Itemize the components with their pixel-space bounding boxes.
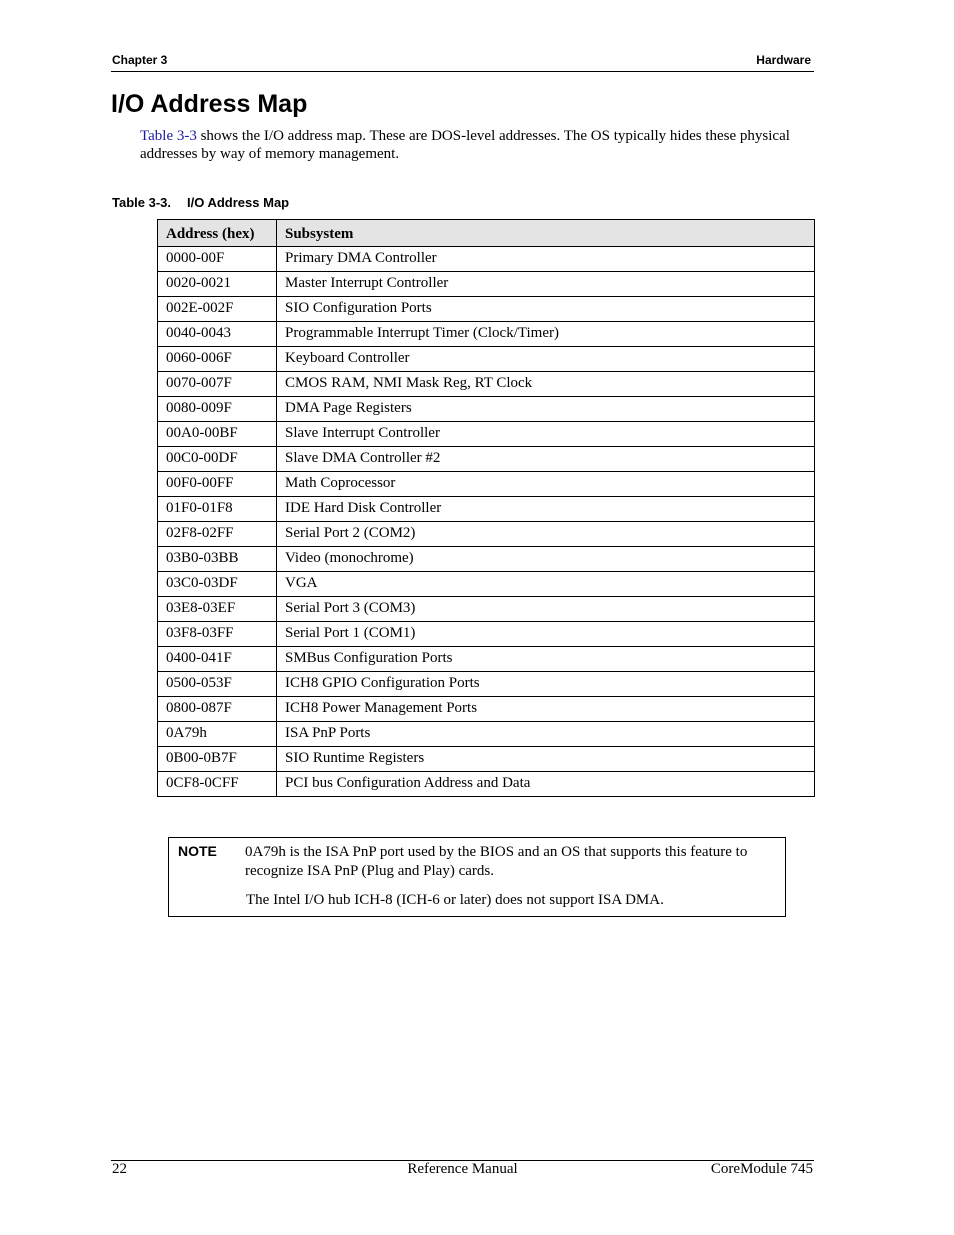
- address-cell: 0400-041F: [158, 647, 277, 672]
- table-row: [158, 247, 815, 272]
- table-row: [158, 722, 815, 747]
- io-address-table: [157, 219, 815, 797]
- table-row: [158, 322, 815, 347]
- subsystem-cell: DMA Page Registers: [277, 397, 815, 422]
- table-row: [158, 597, 815, 622]
- subsystem-cell: SIO Runtime Registers: [277, 747, 815, 772]
- subsystem-cell: ICH8 GPIO Configuration Ports: [277, 672, 815, 697]
- subsystem-cell: Slave DMA Controller #2: [277, 447, 815, 472]
- table-row: [158, 522, 815, 547]
- subsystem-cell: ISA PnP Ports: [277, 722, 815, 747]
- subsystem-cell: Serial Port 3 (COM3): [277, 597, 815, 622]
- table-row: [158, 647, 815, 672]
- address-cell: 03E8-03EF: [158, 597, 277, 622]
- table-row: [158, 747, 815, 772]
- address-cell: 0B00-0B7F: [158, 747, 277, 772]
- address-cell: 0500-053F: [158, 672, 277, 697]
- table-row: [158, 547, 815, 572]
- address-cell: 0080-009F: [158, 397, 277, 422]
- column-header-address: Address (hex): [158, 220, 277, 247]
- table-row: [158, 472, 815, 497]
- note-paragraph: The Intel I/O hub ICH-8 (ICH-6 or later) does not support ISA DMA.: [246, 892, 664, 908]
- page-number: 22: [112, 1161, 127, 1177]
- table-row: [158, 497, 815, 522]
- subsystem-cell: Master Interrupt Controller: [277, 272, 815, 297]
- address-cell: 0A79h: [158, 722, 277, 747]
- address-cell: 01F0-01F8: [158, 497, 277, 522]
- table-row: [158, 447, 815, 472]
- address-cell: 0060-006F: [158, 347, 277, 372]
- table-caption-title: I/O Address Map: [187, 195, 290, 210]
- address-cell: 0040-0043: [158, 322, 277, 347]
- table-caption-number: Table 3-3.: [112, 195, 172, 210]
- subsystem-cell: IDE Hard Disk Controller: [277, 497, 815, 522]
- table-row: [158, 772, 815, 797]
- subsystem-cell: Keyboard Controller: [277, 347, 815, 372]
- table-row: [158, 372, 815, 397]
- running-footer: [111, 1160, 814, 1181]
- address-cell: 03B0-03BB: [158, 547, 277, 572]
- subsystem-cell: SIO Configuration Ports: [277, 297, 815, 322]
- footer-product-name: CoreModule 745: [710, 1161, 813, 1177]
- table-header-row: [158, 220, 815, 247]
- running-header: [111, 52, 814, 72]
- table-row: [158, 622, 815, 647]
- table-row: [158, 422, 815, 447]
- subsystem-cell: ICH8 Power Management Ports: [277, 697, 815, 722]
- address-cell: 03C0-03DF: [158, 572, 277, 597]
- subsystem-cell: Programmable Interrupt Timer (Clock/Timer): [277, 322, 815, 347]
- address-cell: 02F8-02FF: [158, 522, 277, 547]
- note-paragraph: 0A79h is the ISA PnP port used by the BIOS and an OS that supports this feature to recognize ISA PnP (Plug and Play) cards.: [245, 844, 748, 879]
- subsystem-cell: Serial Port 2 (COM2): [277, 522, 815, 547]
- table-reference-link[interactable]: Table 3-3: [140, 128, 197, 144]
- table-row: [158, 672, 815, 697]
- header-section: Hardware: [756, 53, 811, 67]
- page-title: I/O Address Map: [111, 90, 308, 118]
- address-cell: 00F0-00FF: [158, 472, 277, 497]
- subsystem-cell: VGA: [277, 572, 815, 597]
- address-cell: 0070-007F: [158, 372, 277, 397]
- header-chapter: Chapter 3: [112, 53, 168, 67]
- address-cell: 002E-002F: [158, 297, 277, 322]
- intro-paragraph: [140, 127, 818, 163]
- table-row: [158, 297, 815, 322]
- intro-text: shows the I/O address map. These are DOS-level addresses. The OS typically hides these physical addresses by way of memory management.: [140, 128, 790, 162]
- subsystem-cell: SMBus Configuration Ports: [277, 647, 815, 672]
- table-row: [158, 572, 815, 597]
- subsystem-cell: PCI bus Configuration Address and Data: [277, 772, 815, 797]
- table-body: [158, 247, 815, 797]
- table-caption: [112, 195, 289, 210]
- footer-document-title: Reference Manual: [407, 1161, 518, 1177]
- subsystem-cell: Video (monochrome): [277, 547, 815, 572]
- note-label: NOTE: [178, 843, 217, 859]
- subsystem-cell: CMOS RAM, NMI Mask Reg, RT Clock: [277, 372, 815, 397]
- table-row: [158, 272, 815, 297]
- address-cell: 00C0-00DF: [158, 447, 277, 472]
- subsystem-cell: Primary DMA Controller: [277, 247, 815, 272]
- column-header-subsystem: Subsystem: [277, 220, 815, 247]
- subsystem-cell: Math Coprocessor: [277, 472, 815, 497]
- subsystem-cell: Slave Interrupt Controller: [277, 422, 815, 447]
- table-row: [158, 347, 815, 372]
- address-cell: 0CF8-0CFF: [158, 772, 277, 797]
- address-cell: 0020-0021: [158, 272, 277, 297]
- address-cell: 00A0-00BF: [158, 422, 277, 447]
- address-cell: 0800-087F: [158, 697, 277, 722]
- subsystem-cell: Serial Port 1 (COM1): [277, 622, 815, 647]
- table-row: [158, 397, 815, 422]
- address-cell: 0000-00F: [158, 247, 277, 272]
- address-cell: 03F8-03FF: [158, 622, 277, 647]
- table-row: [158, 697, 815, 722]
- note-box: [168, 837, 786, 917]
